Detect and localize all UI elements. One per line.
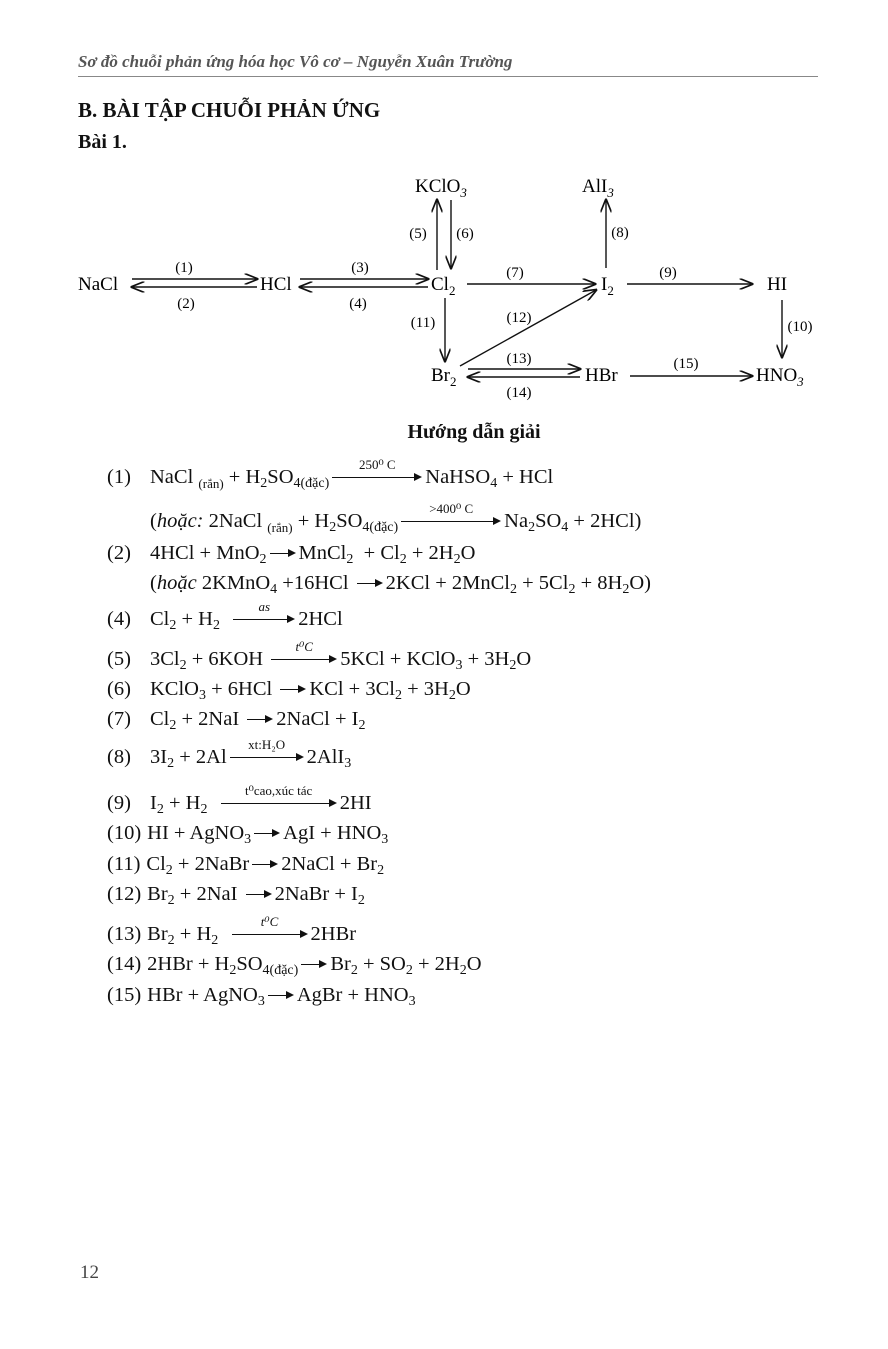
equation-number: (4) bbox=[107, 608, 131, 630]
formula-text: SO bbox=[267, 466, 294, 488]
equation-5 bbox=[107, 599, 343, 633]
subscript: 3 bbox=[244, 832, 252, 847]
subscript: 2 bbox=[377, 863, 385, 878]
formula-text: Cl bbox=[150, 708, 170, 730]
subscript: 2 bbox=[179, 658, 187, 673]
formula-text: + 2Al bbox=[174, 746, 227, 768]
node-nacl: NaCl bbox=[78, 274, 119, 295]
reaction-arrow-icon bbox=[221, 783, 337, 809]
subscript: 2 bbox=[568, 582, 576, 597]
equation-14 bbox=[107, 914, 357, 948]
node-ali3: AlI$_3$ bbox=[582, 176, 614, 200]
formula-text: 2NaCl bbox=[203, 510, 268, 532]
formula-text: O bbox=[516, 648, 532, 670]
subscript: 2 bbox=[622, 582, 630, 597]
formula-text: + 2NaI bbox=[176, 708, 245, 730]
equation-11 bbox=[107, 822, 388, 845]
subscript: 4 bbox=[561, 520, 569, 535]
formula-text: + 2H bbox=[406, 542, 454, 564]
formula-text: AgI + HNO bbox=[283, 822, 382, 844]
label-7: (7) bbox=[506, 265, 524, 281]
label-9: (9) bbox=[659, 265, 677, 281]
subscript: 2 bbox=[405, 963, 413, 978]
alternative-note: hoặc: bbox=[156, 510, 204, 532]
equation-number: (15) bbox=[107, 984, 142, 1006]
reaction-arrow-icon bbox=[230, 737, 304, 763]
label-3: (3) bbox=[351, 260, 369, 276]
reaction-arrow-icon bbox=[254, 829, 280, 839]
node-i2: $I_2$ bbox=[601, 274, 614, 298]
formula-text: 3Cl bbox=[150, 648, 180, 670]
running-header: Sơ đồ chuỗi phản ứng hóa học Vô cơ – Nguyễn Xuân Trường bbox=[78, 52, 513, 71]
reaction-arrow-icon bbox=[232, 914, 308, 940]
formula-text: Br bbox=[330, 953, 351, 975]
subscript: 4(đặc) bbox=[262, 963, 299, 978]
formula-text: + H bbox=[176, 608, 213, 630]
reaction-condition: t⁰cao,xúc tác bbox=[245, 783, 313, 799]
formula-text: Br bbox=[147, 923, 168, 945]
subscript: 2 bbox=[350, 963, 358, 978]
subscript: 2 bbox=[200, 802, 208, 817]
formula-text: NaCl bbox=[150, 466, 199, 488]
formula-text: 5KCl + KClO bbox=[340, 648, 456, 670]
reaction-arrow-icon bbox=[280, 685, 306, 695]
reaction-condition: t⁰C bbox=[295, 639, 313, 655]
formula-text: ( bbox=[150, 510, 157, 532]
node-br2: $Br_2$ bbox=[431, 365, 457, 389]
formula-text: HI + AgNO bbox=[147, 822, 245, 844]
label-10: (10) bbox=[787, 319, 813, 335]
formula-text: 3I bbox=[150, 746, 168, 768]
reaction-condition: as bbox=[258, 599, 271, 615]
subscript: 2 bbox=[358, 718, 366, 733]
formula-text bbox=[207, 792, 217, 814]
label-13: (13) bbox=[506, 351, 532, 367]
formula-text: I bbox=[150, 792, 157, 814]
page-number: 12 bbox=[80, 1262, 99, 1283]
subscript: 4(đặc) bbox=[362, 520, 399, 535]
equation-number: (10) bbox=[107, 822, 142, 844]
subscript: 2 bbox=[167, 933, 175, 948]
subscript: 2 bbox=[459, 963, 467, 978]
subscript: 4 bbox=[490, 476, 498, 491]
equation-15 bbox=[107, 953, 482, 976]
formula-text: 2HCl bbox=[298, 608, 343, 630]
formula-text: + Cl bbox=[353, 542, 400, 564]
formula-text: + 3H bbox=[401, 678, 449, 700]
equation-number: (6) bbox=[107, 678, 131, 700]
equation-10 bbox=[107, 783, 372, 817]
formula-text: 2NaBr + I bbox=[274, 883, 358, 905]
subscript: 3 bbox=[198, 688, 206, 703]
equation-number: (13) bbox=[107, 923, 142, 945]
subscript: 2 bbox=[167, 893, 175, 908]
subscript: 3 bbox=[257, 994, 265, 1009]
formula-text: O bbox=[466, 953, 482, 975]
formula-text bbox=[218, 923, 228, 945]
formula-text: 2KMnO bbox=[196, 572, 271, 594]
subscript: 2 bbox=[165, 863, 173, 878]
label-14: (14) bbox=[506, 385, 532, 401]
formula-text: + 2HCl) bbox=[568, 510, 642, 532]
formula-text: KCl + 3Cl bbox=[309, 678, 395, 700]
subscript: 4 bbox=[270, 582, 278, 597]
subscript: 2 bbox=[399, 552, 407, 567]
subscript: 4(đặc) bbox=[293, 476, 330, 491]
formula-text: + H bbox=[223, 466, 261, 488]
formula-text: Cl bbox=[146, 853, 166, 875]
subscript: 2 bbox=[260, 476, 268, 491]
subscript: 2 bbox=[169, 718, 177, 733]
reaction-arrow-icon bbox=[233, 599, 295, 625]
subscript: 2 bbox=[156, 802, 164, 817]
formula-text: O) bbox=[629, 572, 651, 594]
formula-text: 2NaCl + I bbox=[276, 708, 359, 730]
formula-text: MnCl bbox=[298, 542, 347, 564]
reaction-arrow-icon bbox=[332, 457, 422, 483]
formula-text: + 6HCl bbox=[205, 678, 278, 700]
equation-1 bbox=[107, 457, 554, 492]
label-5: (5) bbox=[409, 226, 427, 242]
subscript: 2 bbox=[229, 963, 237, 978]
label-15: (15) bbox=[673, 356, 699, 372]
node-kclo3: KClO$_3$ bbox=[415, 176, 467, 200]
label-4: (4) bbox=[349, 296, 367, 312]
equation-16 bbox=[107, 984, 416, 1007]
reaction-arrow-icon bbox=[247, 715, 273, 725]
equation-4 bbox=[150, 572, 651, 595]
formula-text: O bbox=[455, 678, 471, 700]
formula-text: 4HCl + MnO bbox=[150, 542, 260, 564]
formula-text: + H bbox=[163, 792, 201, 814]
label-2: (2) bbox=[177, 296, 195, 312]
formula-text: 2HBr bbox=[310, 923, 357, 945]
formula-text: 2HI bbox=[339, 792, 372, 814]
subscript: 3 bbox=[408, 994, 416, 1009]
reaction-arrow-icon bbox=[301, 960, 327, 970]
subscript: 2 bbox=[169, 618, 177, 633]
formula-text: + 2NaBr bbox=[172, 853, 250, 875]
equation-2 bbox=[150, 501, 642, 536]
subscript: 3 bbox=[381, 832, 389, 847]
state-note: (rắn) bbox=[267, 520, 293, 535]
subscript: 2 bbox=[528, 520, 536, 535]
label-1: (1) bbox=[175, 260, 193, 276]
subscript: 3 bbox=[344, 756, 352, 771]
formula-text: 2HBr + H bbox=[147, 953, 230, 975]
formula-text: Cl bbox=[150, 608, 170, 630]
equation-3 bbox=[107, 542, 475, 565]
exercise-title: Bài 1. bbox=[78, 131, 127, 153]
formula-text: + 8H bbox=[575, 572, 623, 594]
formula-text: +16HCl bbox=[277, 572, 354, 594]
formula-text: + 6KOH bbox=[186, 648, 269, 670]
reaction-arrow-icon bbox=[271, 639, 337, 665]
formula-text: O bbox=[460, 542, 476, 564]
formula-text: NaHSO bbox=[425, 466, 491, 488]
formula-text: Br bbox=[147, 883, 168, 905]
formula-text: Na bbox=[504, 510, 529, 532]
formula-text: SO bbox=[535, 510, 562, 532]
equation-number: (14) bbox=[107, 953, 142, 975]
equation-number: (9) bbox=[107, 792, 131, 814]
node-hi: HI bbox=[767, 274, 788, 295]
formula-text: + 2NaI bbox=[174, 883, 243, 905]
label-11: (11) bbox=[410, 315, 436, 331]
node-hcl: HCl bbox=[260, 274, 292, 295]
reaction-arrow-icon bbox=[401, 501, 501, 527]
subscript: 2 bbox=[509, 658, 517, 673]
reaction-arrow-icon bbox=[246, 890, 272, 900]
node-hbr: HBr bbox=[585, 365, 618, 386]
subscript: 2 bbox=[357, 893, 365, 908]
formula-text: 2NaCl + Br bbox=[281, 853, 378, 875]
reaction-arrow-icon bbox=[357, 579, 383, 589]
reaction-arrow-icon bbox=[270, 549, 296, 559]
formula-text: + H bbox=[292, 510, 330, 532]
formula-text: 2AlI bbox=[306, 746, 345, 768]
subscript: 2 bbox=[213, 618, 220, 633]
formula-text: 2KCl + 2MnCl bbox=[385, 572, 510, 594]
subscript: 2 bbox=[510, 582, 517, 597]
formula-text: + 2H bbox=[412, 953, 460, 975]
equation-6 bbox=[107, 639, 532, 673]
equation-12 bbox=[107, 853, 384, 876]
equation-number: (12) bbox=[107, 883, 142, 905]
equation-number: (11) bbox=[107, 853, 141, 875]
equation-number: (8) bbox=[107, 746, 131, 768]
subscript: 2 bbox=[346, 552, 354, 567]
formula-text: HBr + AgNO bbox=[147, 984, 258, 1006]
node-hno3: $HNO_3$ bbox=[756, 365, 804, 389]
label-12: (12) bbox=[506, 310, 532, 326]
solution-heading: Hướng dẫn giải bbox=[407, 421, 541, 443]
subscript: 2 bbox=[211, 933, 219, 948]
reaction-condition: t⁰C bbox=[260, 914, 279, 930]
equation-9 bbox=[107, 737, 352, 771]
equation-number: (2) bbox=[107, 542, 131, 564]
subscript: 2 bbox=[453, 552, 461, 567]
equation-8 bbox=[107, 708, 365, 731]
formula-text: ( bbox=[150, 572, 157, 594]
equation-number: (7) bbox=[107, 708, 131, 730]
formula-text: + HCl bbox=[497, 466, 554, 488]
subscript: 2 bbox=[259, 552, 267, 567]
formula-text: + SO bbox=[357, 953, 406, 975]
node-cl2: $Cl_2$ bbox=[431, 274, 456, 298]
subscript: 3 bbox=[455, 658, 463, 673]
formula-text: SO bbox=[236, 953, 263, 975]
reaction-condition: >400⁰ C bbox=[429, 501, 474, 517]
subscript: 2 bbox=[329, 520, 337, 535]
equation-number: (1) bbox=[107, 466, 131, 488]
reaction-diagram bbox=[0, 0, 888, 420]
reaction-condition: xt:H₂O bbox=[248, 737, 286, 753]
subscript: 2 bbox=[394, 688, 402, 703]
formula-text: AgBr + HNO bbox=[296, 984, 409, 1006]
equation-13 bbox=[107, 883, 365, 906]
formula-text: KClO bbox=[150, 678, 199, 700]
formula-text: + 5Cl bbox=[517, 572, 569, 594]
alternative-note: hoặc bbox=[156, 572, 197, 594]
state-note: (rắn) bbox=[198, 476, 224, 491]
label-6: (6) bbox=[456, 226, 474, 242]
equation-number: (5) bbox=[107, 648, 131, 670]
subscript: 2 bbox=[167, 756, 175, 771]
equation-7 bbox=[107, 678, 471, 701]
reaction-arrow-icon bbox=[252, 860, 278, 870]
reaction-arrow-icon bbox=[268, 991, 294, 1001]
section-title: B. BÀI TẬP CHUỖI PHẢN ỨNG bbox=[78, 98, 381, 122]
formula-text: + 3H bbox=[462, 648, 510, 670]
label-8: (8) bbox=[611, 225, 629, 241]
formula-text: + H bbox=[174, 923, 212, 945]
subscript: 2 bbox=[448, 688, 456, 703]
formula-text: SO bbox=[336, 510, 363, 532]
formula-text bbox=[220, 608, 230, 630]
reaction-condition: 250⁰ C bbox=[358, 457, 396, 473]
